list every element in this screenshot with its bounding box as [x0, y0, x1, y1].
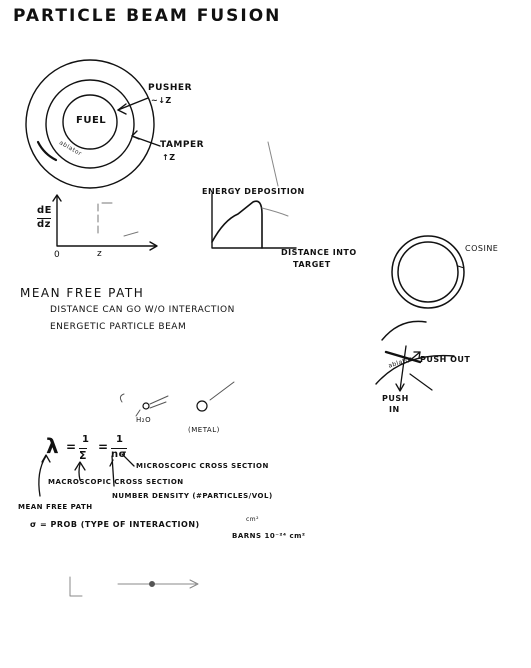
graph2-xlabel-line1: DISTANCE INTO	[281, 248, 357, 257]
metal-label: (METAL)	[188, 426, 220, 434]
mfp-line2: ENERGETIC PARTICLE BEAM	[50, 322, 187, 332]
right-outer-circle	[392, 236, 464, 308]
formula-equals-2: =	[98, 440, 109, 454]
formula-den-1: Σ	[79, 449, 88, 462]
pusher-sub-label: ~↓Z	[151, 96, 172, 105]
push-in-label-1: PUSH	[382, 394, 409, 403]
page-title: PARTICLE BEAM FUSION	[13, 6, 282, 26]
number-density-label: NUMBER DENSITY (#PARTICLES/VOL)	[112, 492, 273, 500]
formula-equals-1: =	[66, 440, 77, 454]
mfp-heading: MEAN FREE PATH	[20, 286, 145, 300]
graph2-ylabel: ENERGY DEPOSITION	[202, 187, 305, 196]
graph2-xlabel-line2: TARGET	[293, 260, 331, 269]
cosine-label: COSINE	[465, 244, 499, 253]
pusher-label: PUSHER	[148, 83, 192, 93]
tamper-sub-label: ↑Z	[162, 153, 176, 162]
mfp-line1: DISTANCE CAN GO W/O INTERACTION	[50, 305, 235, 315]
ablator-label: ablator	[57, 139, 83, 158]
graph1-ylabel-bottom: dz	[37, 219, 51, 230]
right-inner-circle	[398, 242, 458, 302]
cm2-label: cm²	[246, 516, 260, 523]
graph1-ylabel-top: dE	[37, 205, 52, 216]
right-ablator-label: ablator	[387, 355, 414, 370]
h2o-label: H₂O	[136, 416, 152, 424]
formula-num-2: 1	[116, 434, 124, 445]
formula-num-1: 1	[82, 434, 90, 445]
sigma-prob-label: σ = PROB (TYPE OF INTERACTION)	[30, 520, 200, 529]
push-out-label: PUSH OUT	[420, 355, 471, 364]
microscopic-label: MICROSCOPIC CROSS SECTION	[136, 462, 269, 470]
push-in-label-2: IN	[389, 405, 400, 414]
mean-free-path-label: MEAN FREE PATH	[18, 503, 93, 511]
barns-label: BARNS 10⁻²⁴ cm²	[232, 532, 306, 540]
graph1-zero: 0	[54, 250, 61, 260]
graph1-xlabel: z	[97, 249, 103, 259]
tamper-label: TAMPER	[160, 140, 205, 150]
bragg-curve	[212, 201, 262, 248]
formula-den-2: nσ	[111, 449, 127, 460]
ablator-hatch	[38, 142, 56, 160]
fuel-label: FUEL	[76, 115, 107, 126]
macroscopic-label: MACROSCOPIC CROSS SECTION	[48, 478, 184, 486]
lambda-symbol: λ	[46, 434, 60, 458]
